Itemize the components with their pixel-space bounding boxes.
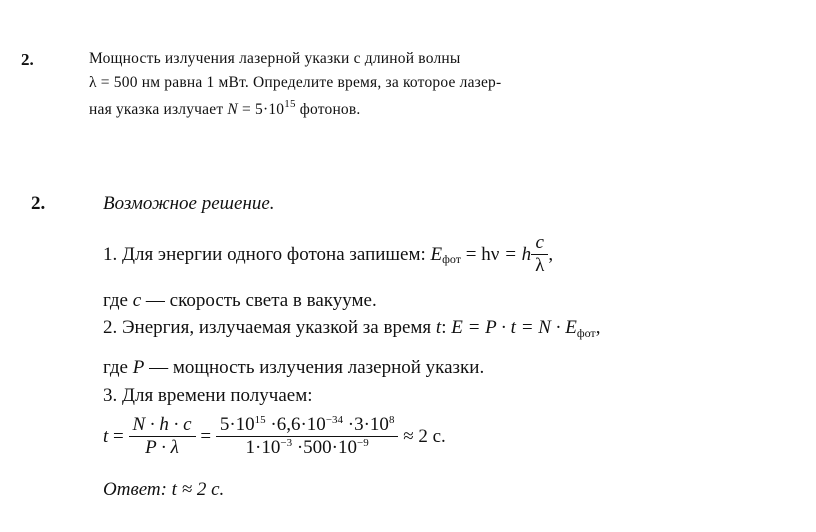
problem-line-3-text: ная указка излучает bbox=[89, 101, 228, 118]
var-E: E bbox=[430, 243, 443, 265]
subscript-fot-2: фот bbox=[576, 326, 596, 340]
where-P-prefix: где bbox=[103, 357, 133, 378]
frac2-den-exp-1: −3 bbox=[280, 436, 293, 449]
step-1-h: = h bbox=[461, 243, 491, 265]
problem-number: 2. bbox=[21, 50, 34, 69]
step-1-h2: = h bbox=[499, 243, 532, 265]
frac2-den-part-a: 1·10 bbox=[245, 436, 281, 458]
eq-sign-1: = bbox=[108, 425, 129, 447]
where-P-line bbox=[103, 357, 484, 379]
step-2-text: 2. Энергия, излучаемая указкой за время bbox=[103, 317, 436, 338]
problem-eq: = 5·10 bbox=[237, 101, 285, 118]
where-c-line bbox=[103, 290, 377, 312]
fraction-c-over-lambda bbox=[531, 232, 548, 278]
frac2-num-part-a: 5·10 bbox=[219, 414, 255, 435]
solution-number: 2. bbox=[31, 193, 46, 214]
frac2-den-part-b: ·500·10 bbox=[292, 436, 357, 458]
step-2-colon: : bbox=[441, 317, 452, 338]
fraction-numeric bbox=[216, 414, 399, 460]
approx-result: ≈ 2 с. bbox=[398, 425, 446, 447]
where-c-desc: — скорость света в вакууме. bbox=[141, 290, 377, 311]
fraction-symbolic bbox=[129, 414, 196, 460]
problem-line-3-tail: фотонов. bbox=[295, 101, 361, 118]
eq-sign-2: = bbox=[195, 425, 216, 447]
frac2-denominator bbox=[216, 437, 399, 460]
var-t: t bbox=[435, 317, 442, 338]
answer-value: t ≈ 2 с. bbox=[166, 479, 225, 500]
problem-line-3 bbox=[89, 98, 360, 119]
var-c: c bbox=[132, 290, 142, 311]
answer-line bbox=[103, 479, 224, 501]
step-2-formula: E = P · t = N · bbox=[451, 317, 566, 338]
frac2-num-exp-3: 8 bbox=[388, 414, 395, 426]
var-E-2: E bbox=[565, 317, 577, 338]
solution-heading: Возможное решение. bbox=[103, 193, 275, 214]
where-c-prefix: где bbox=[103, 290, 133, 311]
frac2-den-exp-2: −9 bbox=[357, 436, 369, 449]
frac2-num-exp-2: −34 bbox=[325, 414, 344, 426]
subscript-fot: фот bbox=[442, 252, 462, 267]
var-N: N bbox=[227, 101, 238, 118]
step-2-comma: , bbox=[595, 317, 601, 338]
step-1 bbox=[103, 232, 553, 278]
problem-line-1: Мощность излучения лазерной указки с длиной волны bbox=[89, 50, 461, 67]
frac1-denominator: P · λ bbox=[145, 436, 179, 458]
frac2-num-part-b: ·6,6·10 bbox=[265, 414, 326, 435]
step-2 bbox=[103, 317, 600, 341]
step-1-text: 1. Для энергии одного фотона запишем: bbox=[103, 243, 431, 265]
final-equation bbox=[103, 414, 446, 460]
frac-denominator: λ bbox=[535, 254, 545, 276]
var-nu: ν bbox=[490, 243, 500, 265]
frac1-numerator: N · h · c bbox=[129, 414, 196, 437]
problem-line-2: λ = 500 нм равна 1 мВт. Определите время, за которое лазер- bbox=[89, 74, 502, 91]
frac2-numerator bbox=[216, 414, 399, 437]
exponent: 15 bbox=[284, 98, 296, 110]
frac2-num-exp-1: 15 bbox=[254, 414, 266, 426]
answer-label: Ответ: bbox=[103, 479, 167, 500]
var-P: P bbox=[132, 357, 145, 378]
where-P-desc: — мощность излучения лазерной указки. bbox=[144, 357, 485, 378]
step-3: 3. Для времени получаем: bbox=[103, 385, 313, 406]
step-1-comma: , bbox=[548, 243, 554, 265]
var-t-final: t bbox=[103, 425, 109, 447]
frac-numerator: c bbox=[531, 232, 548, 255]
frac2-num-part-c: ·3·10 bbox=[343, 414, 389, 435]
